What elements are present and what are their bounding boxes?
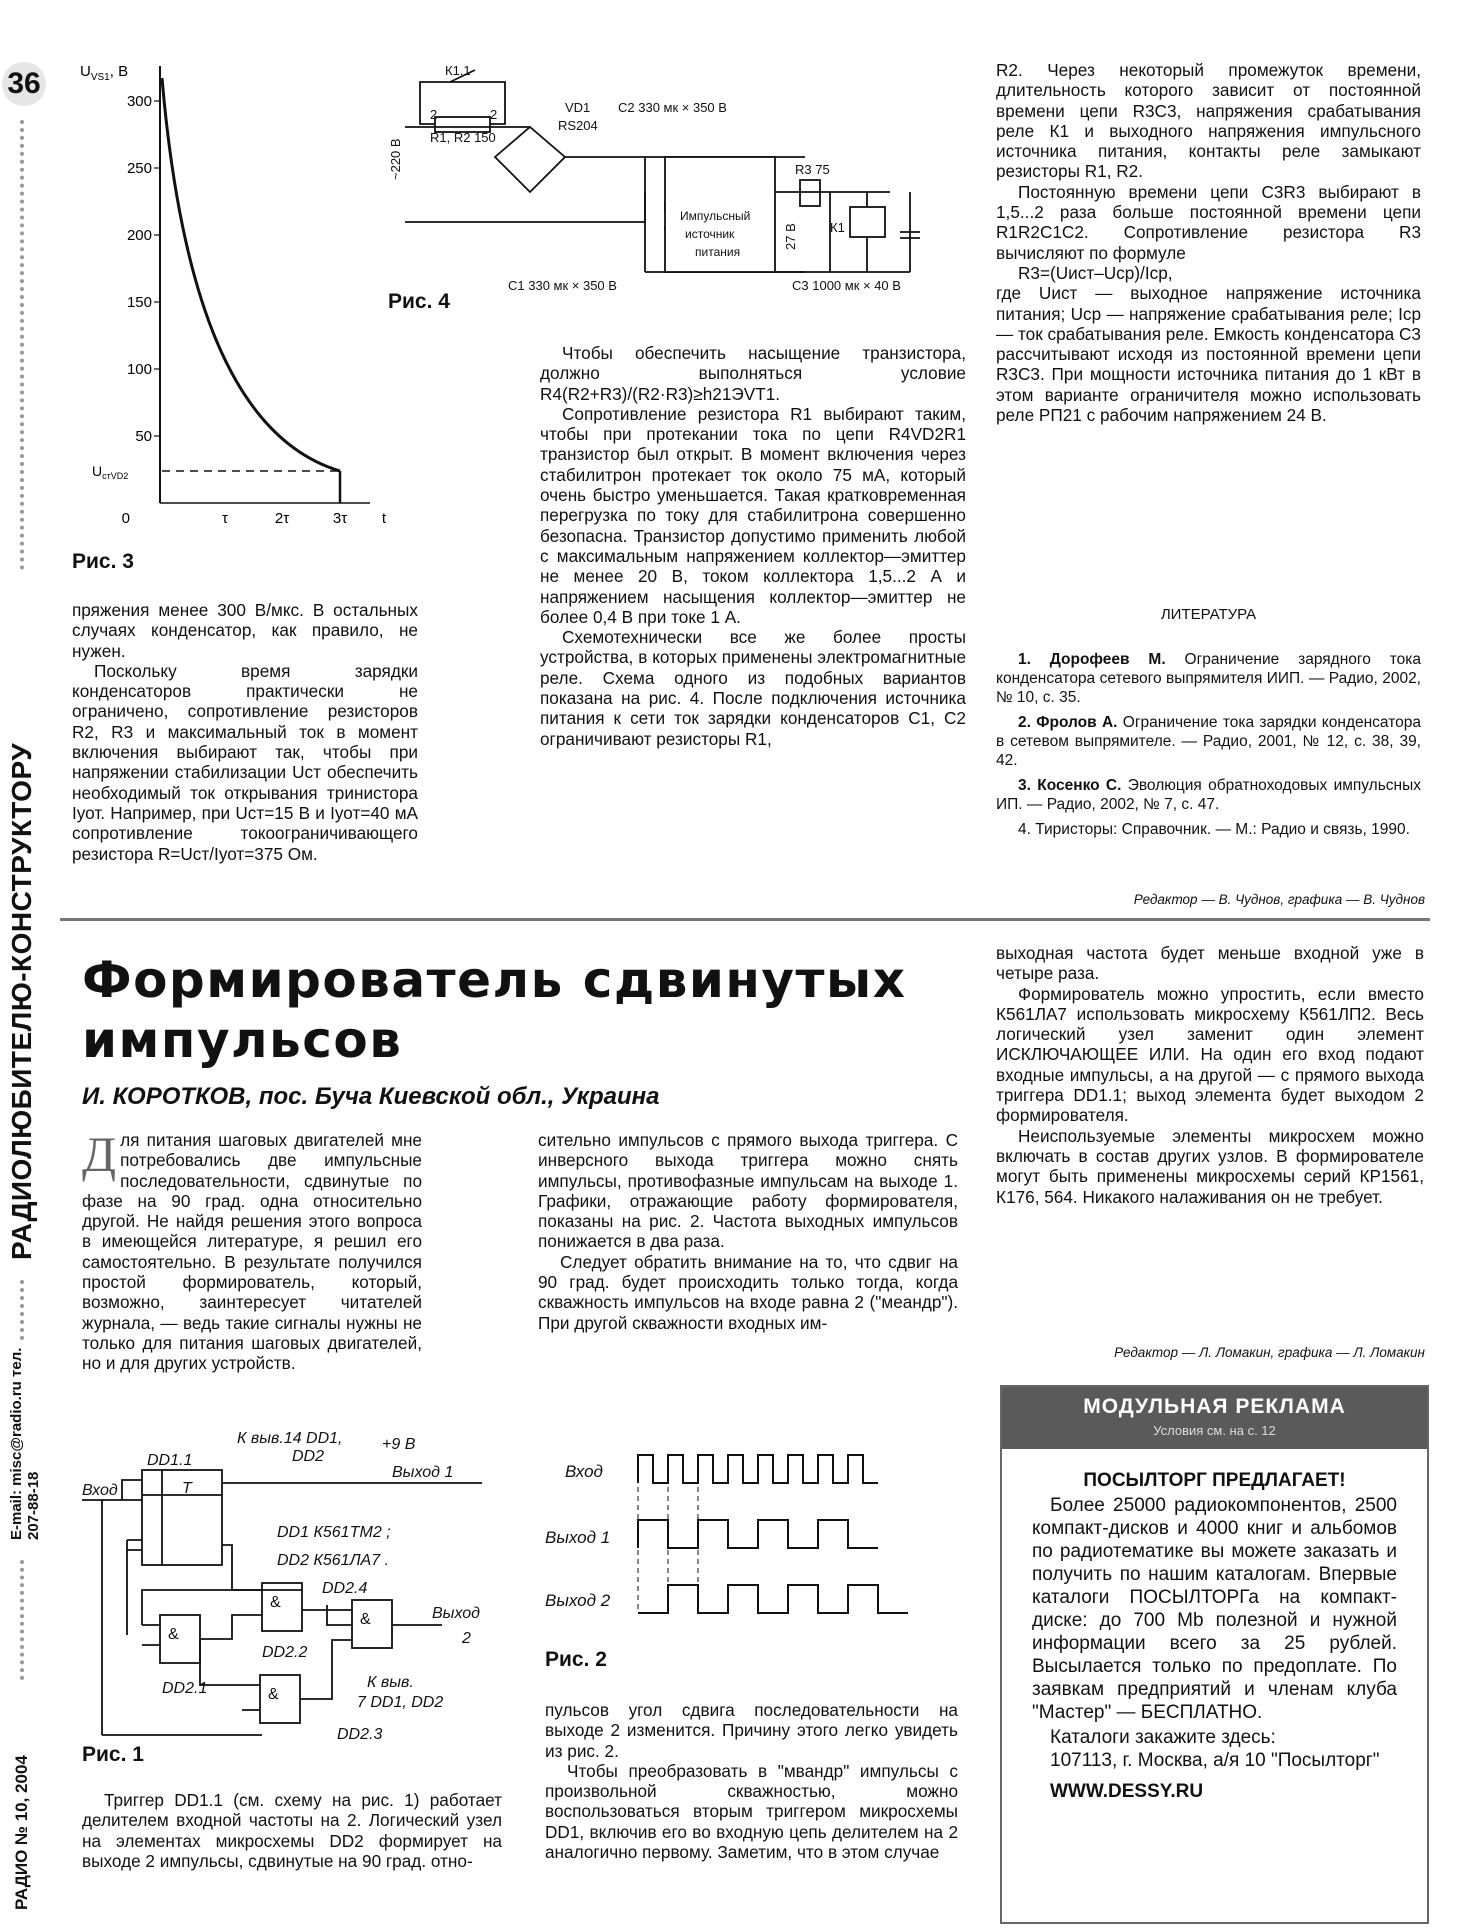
svg-text:2τ: 2τ xyxy=(274,510,290,527)
top-col2-p1: Чтобы обеспечить насыщение транзистора, должно выполняться условие R4(R2+R3)/(R2·R3)≥h21ЭVT1. xyxy=(540,343,966,404)
svg-text:200: 200 xyxy=(126,227,152,244)
fig3-xticks xyxy=(222,510,387,527)
svg-text:~220 В: ~220 В xyxy=(388,138,403,180)
svg-text:τ: τ xyxy=(222,510,228,527)
ad-box xyxy=(1000,1385,1429,1924)
art-col2 xyxy=(538,1130,958,1333)
fig2-wave-2 xyxy=(638,1585,908,1613)
svg-text:2: 2 xyxy=(462,1630,471,1647)
svg-text:R3 75: R3 75 xyxy=(795,162,830,177)
top-col3-p1: R2. Через некоторый промежуток времени, длительность которого зависит от постоянной времени цепи R3C3, напряжения срабатывания реле К1 и выходного напряжения импульсного источника питания, контакты реле замыкают резисторы R1, R2. xyxy=(996,60,1421,182)
fig3-uct-label: $U_{стVD2}$ xyxy=(92,463,129,481)
top-col3-p3: где Uист — выходное напряжение источника питания; Uср — напряжение срабатывания реле; Iср — ток срабатывания реле. Емкость конденсатора С3 рассчитывают исходя из постоянной времени цепи R3C3. При мощности источника питания до 1 кВт в этом варианте ограничителя можно использовать реле РП21 с рабочим напряжением 24 В. xyxy=(996,283,1421,426)
svg-text:T: T xyxy=(182,1480,192,1497)
art-editor: Редактор — Л. Ломакин, графика — Л. Ломакин xyxy=(1114,1345,1425,1360)
top-col3-formula: R3=(Uист–Uср)/Iср, xyxy=(1018,262,1173,283)
art-col1-bottom-p: Триггер DD1.1 (см. схему на рис. 1) работает делителем входной частоты на 2. Логический узел на элементах микросхемы DD2 формирует на выходе 2 импульсы, сдвинутые на 90 град. отно- xyxy=(82,1790,502,1871)
dropcap: Д xyxy=(82,1126,117,1182)
art-col2-bottom-p2: Чтобы преобразовать в "мвандр" импульсы с произвольной скважностью, можно воспользоваться вторым триггером микросхемы DD1, включив его во входную цепь делителем на 2 аналогично первому. Заметим, что в этом случае xyxy=(545,1760,958,1863)
article-author: И. КОРОТКОВ, пос. Буча Киевской обл., Украина xyxy=(82,1083,660,1110)
art-col1 xyxy=(82,1126,422,1374)
svg-text:&: & xyxy=(360,1611,371,1628)
fig2-label-2: Выход 2 xyxy=(545,1591,611,1610)
top-col1-p2: Поскольку время зарядки конденсаторов практически не ограничено, сопротивление резисторов R2, R3 и максимальный ток в момент включения выбирают так, чтобы при напряжении стабилизации Uст обеспечить необходимый ток открывания тринистора Iуот. Например, при Uст=15 В и Iуот=40 мА сопротивление токоограничивающего резистора R=Uст/Iуот=375 Ом. xyxy=(72,660,418,864)
page-number: 36 xyxy=(2,62,46,106)
svg-text:источник: источник xyxy=(685,227,735,241)
ad-url[interactable]: WWW.DESSY.RU xyxy=(1050,1781,1204,1802)
ad-address: 107113, г. Москва, а/я 10 "Посылторг" xyxy=(1050,1750,1380,1771)
art-col2-p1: сительно импульсов с прямого выхода триггера. С инверсного выхода триггера можно снять импульсы, противофазные импульсам на выходе 1. Графики, отражающие работу формирователя, показаны на рис. 2. Частота выходных импульсов понижается в два раза. xyxy=(538,1130,958,1252)
art-col3-p1: выходная частота будет меньше входной уже в четыре раза. xyxy=(996,943,1424,984)
fig3-caption: Рис. 3 xyxy=(72,550,134,573)
svg-text:50: 50 xyxy=(135,428,152,445)
fig3-yticks xyxy=(122,93,152,527)
svg-text:DD2.4: DD2.4 xyxy=(322,1580,368,1597)
art-col1-bottom xyxy=(82,1790,502,1871)
svg-text:питания: питания xyxy=(695,245,741,259)
ref-3: 3. Косенко С. Эволюция обратноходовых импульсных ИП. — Радио, 2002, № 7, с. 47. xyxy=(996,777,1421,813)
svg-text:DD2: DD2 xyxy=(292,1448,325,1465)
ad-text: Более 25000 радиокомпонентов, 2500 компакт-дисков и 4000 книг и альбомов по радиотематике вы можете заказать и получить по нашим каталогам. Впервые каталоги ПОСЫЛТОРГа на компакт-диске: до 700 Mb полезной и нужной информации всего за 25 рублей. Высылается только по предоплате. По заявкам предприятий и членам клуба "Мастер" — БЕСПЛАТНО. xyxy=(1032,1495,1397,1723)
top-col3-p2: Постоянную времени цепи C3R3 выбирают в 1,5...2 раза больше постоянной времени цепи R1R2C1C2. Сопротивление резистора R3 вычисляют по формуле xyxy=(996,181,1421,263)
art-col3-p2: Формирователь можно упростить, если вместо К561ЛА7 использовать микросхему К561ЛП2. Весь логический узел заменит один элемент ИСКЛЮЧАЮЩЕЕ ИЛИ. На один его вход подают входные импульсы, а на другой — с прямого выхода триггера DD1.1; выход элемента будет выходом 2 формирователя. xyxy=(996,983,1424,1126)
ref-1: 1. Дорофеев М. Ограничение зарядного тока конденсатора сетевого выпрямителя ИИП. — Радио, 2002, № 10, с. 35. xyxy=(996,651,1421,706)
top-col2-p3: Схемотехнически все же более просты устройства, в которых применены электромагнитные реле. Схема одного из подобных вариантов показана на рис. 4. После подключения источника питания к сети ток зарядки конденсаторов С1, С2 ограничивают резисторы R1, xyxy=(540,627,966,749)
svg-text:DD2.2: DD2.2 xyxy=(262,1644,308,1661)
svg-text:&: & xyxy=(270,1594,281,1611)
fig2-label-1: Выход 1 xyxy=(545,1528,611,1547)
svg-text:С1 330 мк × 350 В: С1 330 мк × 350 В xyxy=(508,278,617,293)
top-editor: Редактор — В. Чуднов, графика — В. Чуднов xyxy=(1133,892,1425,907)
ad-header-title: МОДУЛЬНАЯ РЕКЛАМА xyxy=(1083,1395,1346,1418)
fig2-caption: Рис. 2 xyxy=(545,1648,607,1671)
svg-text:К1: К1 xyxy=(830,220,845,235)
fig3-ylabel: $U_{VS1}$, В xyxy=(80,63,129,83)
ad-title: ПОСЫЛТОРГ ПРЕДЛАГАЕТ! xyxy=(1083,1470,1346,1491)
svg-text:7 DD1, DD2: 7 DD1, DD2 xyxy=(357,1694,444,1711)
svg-text:&: & xyxy=(268,1686,279,1703)
spine-dots-top xyxy=(20,120,28,570)
fig4-caption: Рис. 4 xyxy=(388,290,450,313)
ad-order: Каталоги закажите здесь: xyxy=(1050,1727,1276,1748)
svg-text:0: 0 xyxy=(121,510,130,527)
top-col3 xyxy=(996,60,1421,425)
svg-text:DD2.1: DD2.1 xyxy=(162,1680,208,1697)
article-title: Формирователь сдвинутых импульсов xyxy=(82,951,907,1069)
top-col1-p1: пряжения менее 300 В/мкс. В остальных случаях конденсатор, как правило, не нужен. xyxy=(72,600,418,661)
fig4-schematic xyxy=(390,62,970,292)
art-col3-p3: Неиспользуемые элементы микросхем можно включать в состав других узлов. В формирователе могут быть применены микросхемы серий КР1561, К176, 564. Никакого налаживания он не требует. xyxy=(996,1125,1424,1207)
art-col2-bottom-p1: пульсов угол сдвига последовательности на выходе 2 изменится. Причину этого легко увидеть из рис. 2. xyxy=(545,1700,958,1761)
svg-text:t: t xyxy=(381,510,387,527)
spine-issue: РАДИО № 10, 2004 xyxy=(12,1755,31,1910)
lit-title: ЛИТЕРАТУРА xyxy=(1160,606,1257,623)
svg-text:К1.1: К1.1 xyxy=(445,63,471,78)
svg-text:DD2 К561ЛА7 .: DD2 К561ЛА7 . xyxy=(277,1552,390,1569)
fig2-wave-1 xyxy=(638,1520,878,1548)
art-col2-bottom xyxy=(545,1700,958,1862)
svg-text:&: & xyxy=(168,1626,179,1643)
svg-text:2: 2 xyxy=(430,107,438,122)
svg-text:150: 150 xyxy=(126,294,152,311)
spine-section: РАДИОЛЮБИТЕЛЮ-КОНСТРУКТОРУ xyxy=(6,742,37,1260)
svg-text:Импульсный: Импульсный xyxy=(680,209,751,223)
fig2-label-0: Вход xyxy=(565,1462,603,1481)
svg-text:100: 100 xyxy=(126,361,152,378)
top-col1 xyxy=(72,600,418,864)
references xyxy=(996,650,1421,845)
spine-dots-low xyxy=(20,1560,28,1680)
svg-text:DD2.3: DD2.3 xyxy=(337,1726,383,1743)
ad-header-sub: Условия см. на с. 12 xyxy=(1153,1423,1276,1438)
svg-text:С2 330 мк × 350 В: С2 330 мк × 350 В xyxy=(618,100,727,115)
ad-header xyxy=(1002,1387,1427,1449)
spine-dots-mid xyxy=(20,1280,28,1340)
fig1-schematic xyxy=(82,1425,502,1743)
svg-text:Вход: Вход xyxy=(82,1482,118,1499)
svg-text:С3 1000 мк × 40 В: С3 1000 мк × 40 В xyxy=(792,278,901,293)
svg-text:+9 В: +9 В xyxy=(382,1436,416,1453)
svg-text:DD1.1: DD1.1 xyxy=(147,1452,193,1469)
svg-text:300: 300 xyxy=(126,93,152,110)
fig2-timing xyxy=(545,1440,965,1620)
fig1-caption: Рис. 1 xyxy=(82,1743,144,1766)
fig3-curve xyxy=(162,78,340,471)
svg-text:DD1 К561ТМ2 ;: DD1 К561ТМ2 ; xyxy=(277,1524,391,1541)
spine xyxy=(0,0,48,1931)
ref-2: 2. Фролов А. Ограничение тока зарядки конденсатора в сетевом выпрямителе. — Радио, 2001, № 12, с. 38, 39, 42. xyxy=(996,714,1421,769)
spine-contact: E-mail: misc@radio.ru тел. 207-88-18 xyxy=(8,1347,42,1540)
art-col2-p2: Следует обратить внимание на то, что сдвиг на 90 град. будет происходить только тогда, когда скважность импульсов на входе равна 2 ("меандр"). При другой скважности входных им- xyxy=(538,1251,958,1333)
svg-text:R1, R2 150: R1, R2 150 xyxy=(430,130,496,145)
svg-text:К выв.: К выв. xyxy=(367,1674,414,1691)
svg-text:2: 2 xyxy=(490,107,498,122)
svg-text:Выход 1: Выход 1 xyxy=(392,1464,454,1481)
art-col3 xyxy=(996,943,1424,1207)
top-col2-p2: Сопротивление резистора R1 выбирают таким, чтобы при протекании тока по цепи R4VD2R1 транзистор был открыт. В момент включения через стабилитрон протекает ток около 75 мА, который очень быстро уменьшается. Такая кратковременная перегрузка по току для стабилитрона совершенно безопасна. Транзистор допустимо применить любой с максимальным напряжением коллектор—эмиттер не менее 20 В, током коллектора 1,5...2 А и напряжением насыщения коллектор—эмиттер не более 0,4 В при токе 1 А. xyxy=(540,403,966,627)
fig2-wave-0 xyxy=(638,1455,878,1483)
svg-text:250: 250 xyxy=(126,160,152,177)
section-rule xyxy=(60,918,1430,921)
fig3-graph xyxy=(70,58,400,538)
svg-text:К выв.14 DD1,: К выв.14 DD1, xyxy=(237,1430,343,1447)
svg-text:VD1: VD1 xyxy=(565,100,591,115)
top-col2 xyxy=(432,343,966,749)
svg-text:RS204: RS204 xyxy=(558,118,598,133)
svg-text:3τ: 3τ xyxy=(332,510,348,527)
ref-4: 4. Тиристоры: Справочник. — М.: Радио и связь, 1990. xyxy=(1018,821,1410,838)
ad-body xyxy=(1002,1449,1427,1803)
svg-text:27 В: 27 В xyxy=(783,223,798,250)
svg-text:Выход: Выход xyxy=(432,1605,481,1622)
art-col1-intro: ля питания шаговых двигателей мне потребовались две импульсные последовательности, сдвинутые по фазе на 90 град. одна относительно другой. Не найдя решения этого вопроса в имеющейся литературе, я решил его самостоятельно. В результате получился простой формирователь, который, возможно, заинтересует читателей журнала, — ведь такие сигналы нужны не только для питания шаговых двигателей, но и для других устройств. xyxy=(82,1130,422,1374)
